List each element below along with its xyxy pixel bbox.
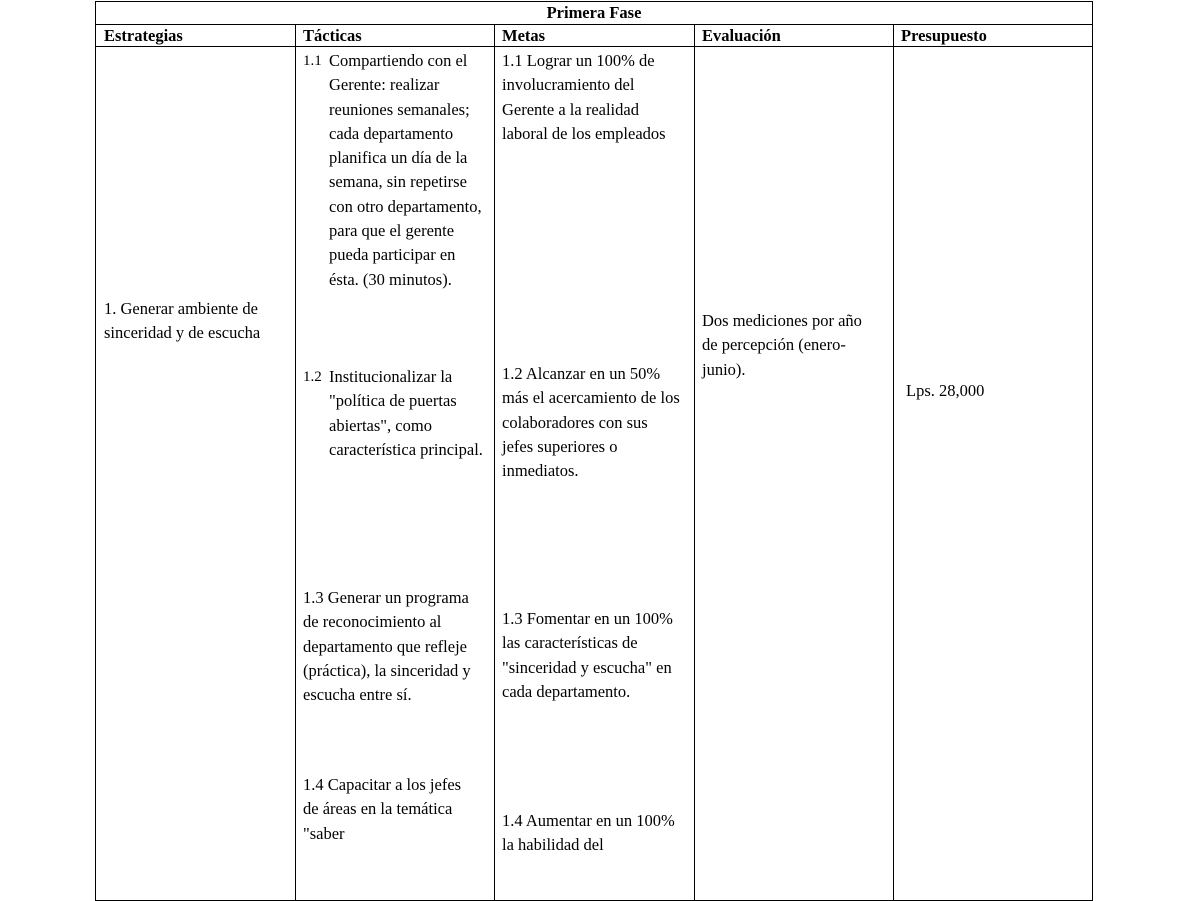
header-metas: Metas	[502, 26, 546, 45]
goal-text: 1.2 Alcanzar en un 50% más el acercamiento de los colaboradores con sus jefes superiores o inmediatos.	[502, 364, 680, 481]
goal-text: 1.1 Lograr un 100% de involucramiento del Gerente a la realidad laboral de los empleados	[502, 51, 666, 143]
header-tacticas: Tácticas	[303, 26, 362, 45]
header-estrategias: Estrategias	[104, 26, 183, 45]
tactic-number: 1.1	[303, 53, 322, 69]
tactic-text: Institucionalizar la "política de puertas abiertas", como característica principal.	[329, 367, 483, 459]
goal-text: 1.3 Fomentar en un 100% las características de "sinceridad y escucha" en cada departamento.	[502, 609, 673, 701]
column-divider	[694, 24, 695, 900]
column-divider	[295, 24, 296, 900]
column-divider	[494, 24, 495, 900]
budget-text: Lps. 28,000	[906, 381, 985, 400]
strategy-text: 1. Generar ambiente de sinceridad y de escucha	[104, 299, 261, 343]
goal-text: 1.4 Aumentar en un 100% la habilidad del	[502, 811, 675, 855]
header-presupuesto: Presupuesto	[901, 26, 987, 45]
tactic-number: 1.2	[303, 369, 322, 385]
tactic-text: 1.4 Capacitar a los jefes de áreas en la temática "saber	[303, 775, 462, 843]
evaluation-text: Dos mediciones por año de percepción (enero-junio).	[702, 311, 862, 379]
row-divider	[96, 46, 1092, 47]
row-divider	[96, 24, 1092, 25]
column-divider	[893, 24, 894, 900]
header-evaluacion: Evaluación	[702, 26, 781, 45]
tactic-text: Compartiendo con el Gerente: realizar reuniones semanales; cada departamento planifica un día de la semana, sin repetirse con otro departamento, para que el gerente pueda participar en ésta. (30 minutos).	[329, 51, 482, 289]
strategy-table	[95, 1, 1093, 901]
tactic-text: 1.3 Generar un programa de reconocimiento al departamento que refleje (práctica), la sinceridad y escucha entre sí.	[303, 588, 471, 705]
phase-title: Primera Fase	[546, 3, 642, 22]
